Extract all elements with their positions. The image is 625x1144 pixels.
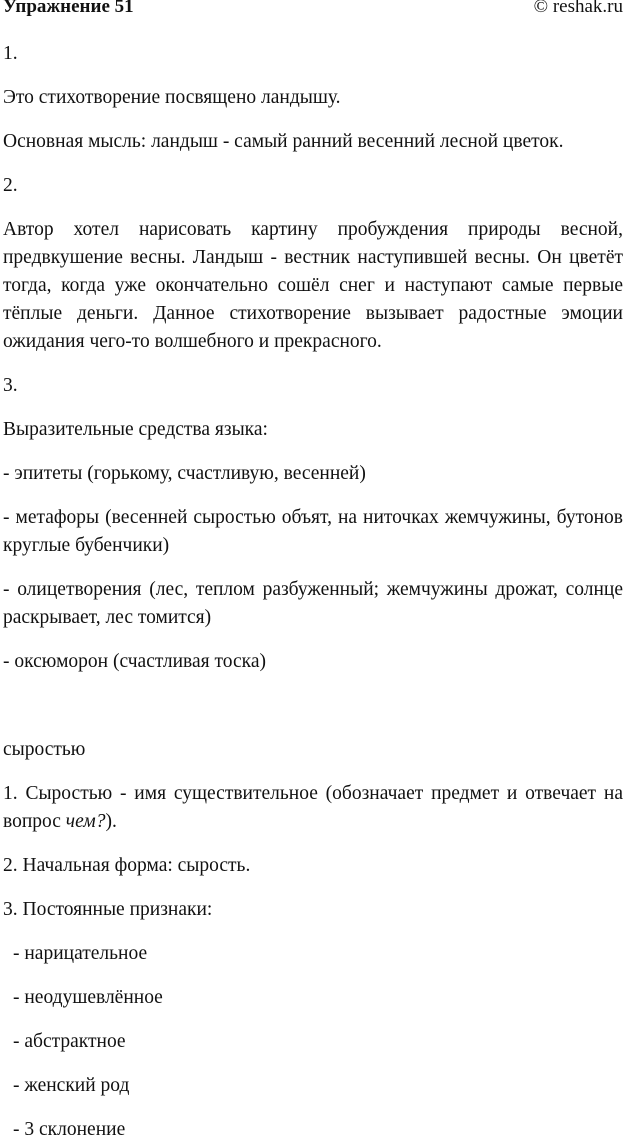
section-number-2: 2. <box>3 175 18 196</box>
section1-line2: Основная мысль: ландыш - самый ранний весенний лесной цветок. <box>3 131 564 152</box>
device-item-personification: - олицетворения (лес, теплом разбуженный; жемчужины дрожат, солнце раскрывает, лес томится) <box>3 579 623 628</box>
section2-paragraph: Автор хотел нарисовать картину пробуждения природы весной, предвкушение весны. Ландыш - вестник наступившей весны. Он цветёт тогда, когда уже окончательно сошёл снег и наступают самые первые тёплые деньги. Данное стихотворение вызывает радостные эмоции ожидания чего-то волшебного и прекрасного. <box>3 219 623 352</box>
analysis-point1-end: ). <box>105 811 117 832</box>
section-number-1: 1. <box>3 43 18 64</box>
feature-item: - нарицательное <box>13 943 148 964</box>
copyright-notice: © reshak.ru <box>533 0 623 17</box>
section-number-3: 3. <box>3 375 18 396</box>
section1-line1: Это стихотворение посвящено ландышу. <box>3 87 341 108</box>
exercise-title: Упражнение 51 <box>3 0 134 17</box>
analysis-point2: 2. Начальная форма: сырость. <box>3 855 251 876</box>
analysis-point1-question: чем? <box>65 811 106 832</box>
analysis-word: сыростью <box>3 739 86 760</box>
analysis-point3: 3. Постоянные признаки: <box>3 899 213 920</box>
device-item-oxymoron: - оксюморон (счастливая тоска) <box>3 651 266 672</box>
device-item-metaphors: - метафоры (весенней сыростью объят, на ниточках жемчужины, бутонов круглые бубенчики) <box>3 507 623 556</box>
feature-item: - женский род <box>13 1075 130 1096</box>
section3-intro: Выразительные средства языка: <box>3 419 268 440</box>
feature-item: - 3 склонение <box>13 1119 126 1140</box>
feature-item: - неодушевлённое <box>13 987 163 1008</box>
feature-item: - абстрактное <box>13 1031 126 1052</box>
page-header <box>3 0 623 22</box>
analysis-point1 <box>3 780 623 836</box>
analysis-point1-text: 1. Сыростью - имя существительное (обозначает предмет и отвечает на вопрос <box>3 783 623 832</box>
device-item-epithets: - эпитеты (горькому, счастливую, весенней) <box>3 463 366 484</box>
